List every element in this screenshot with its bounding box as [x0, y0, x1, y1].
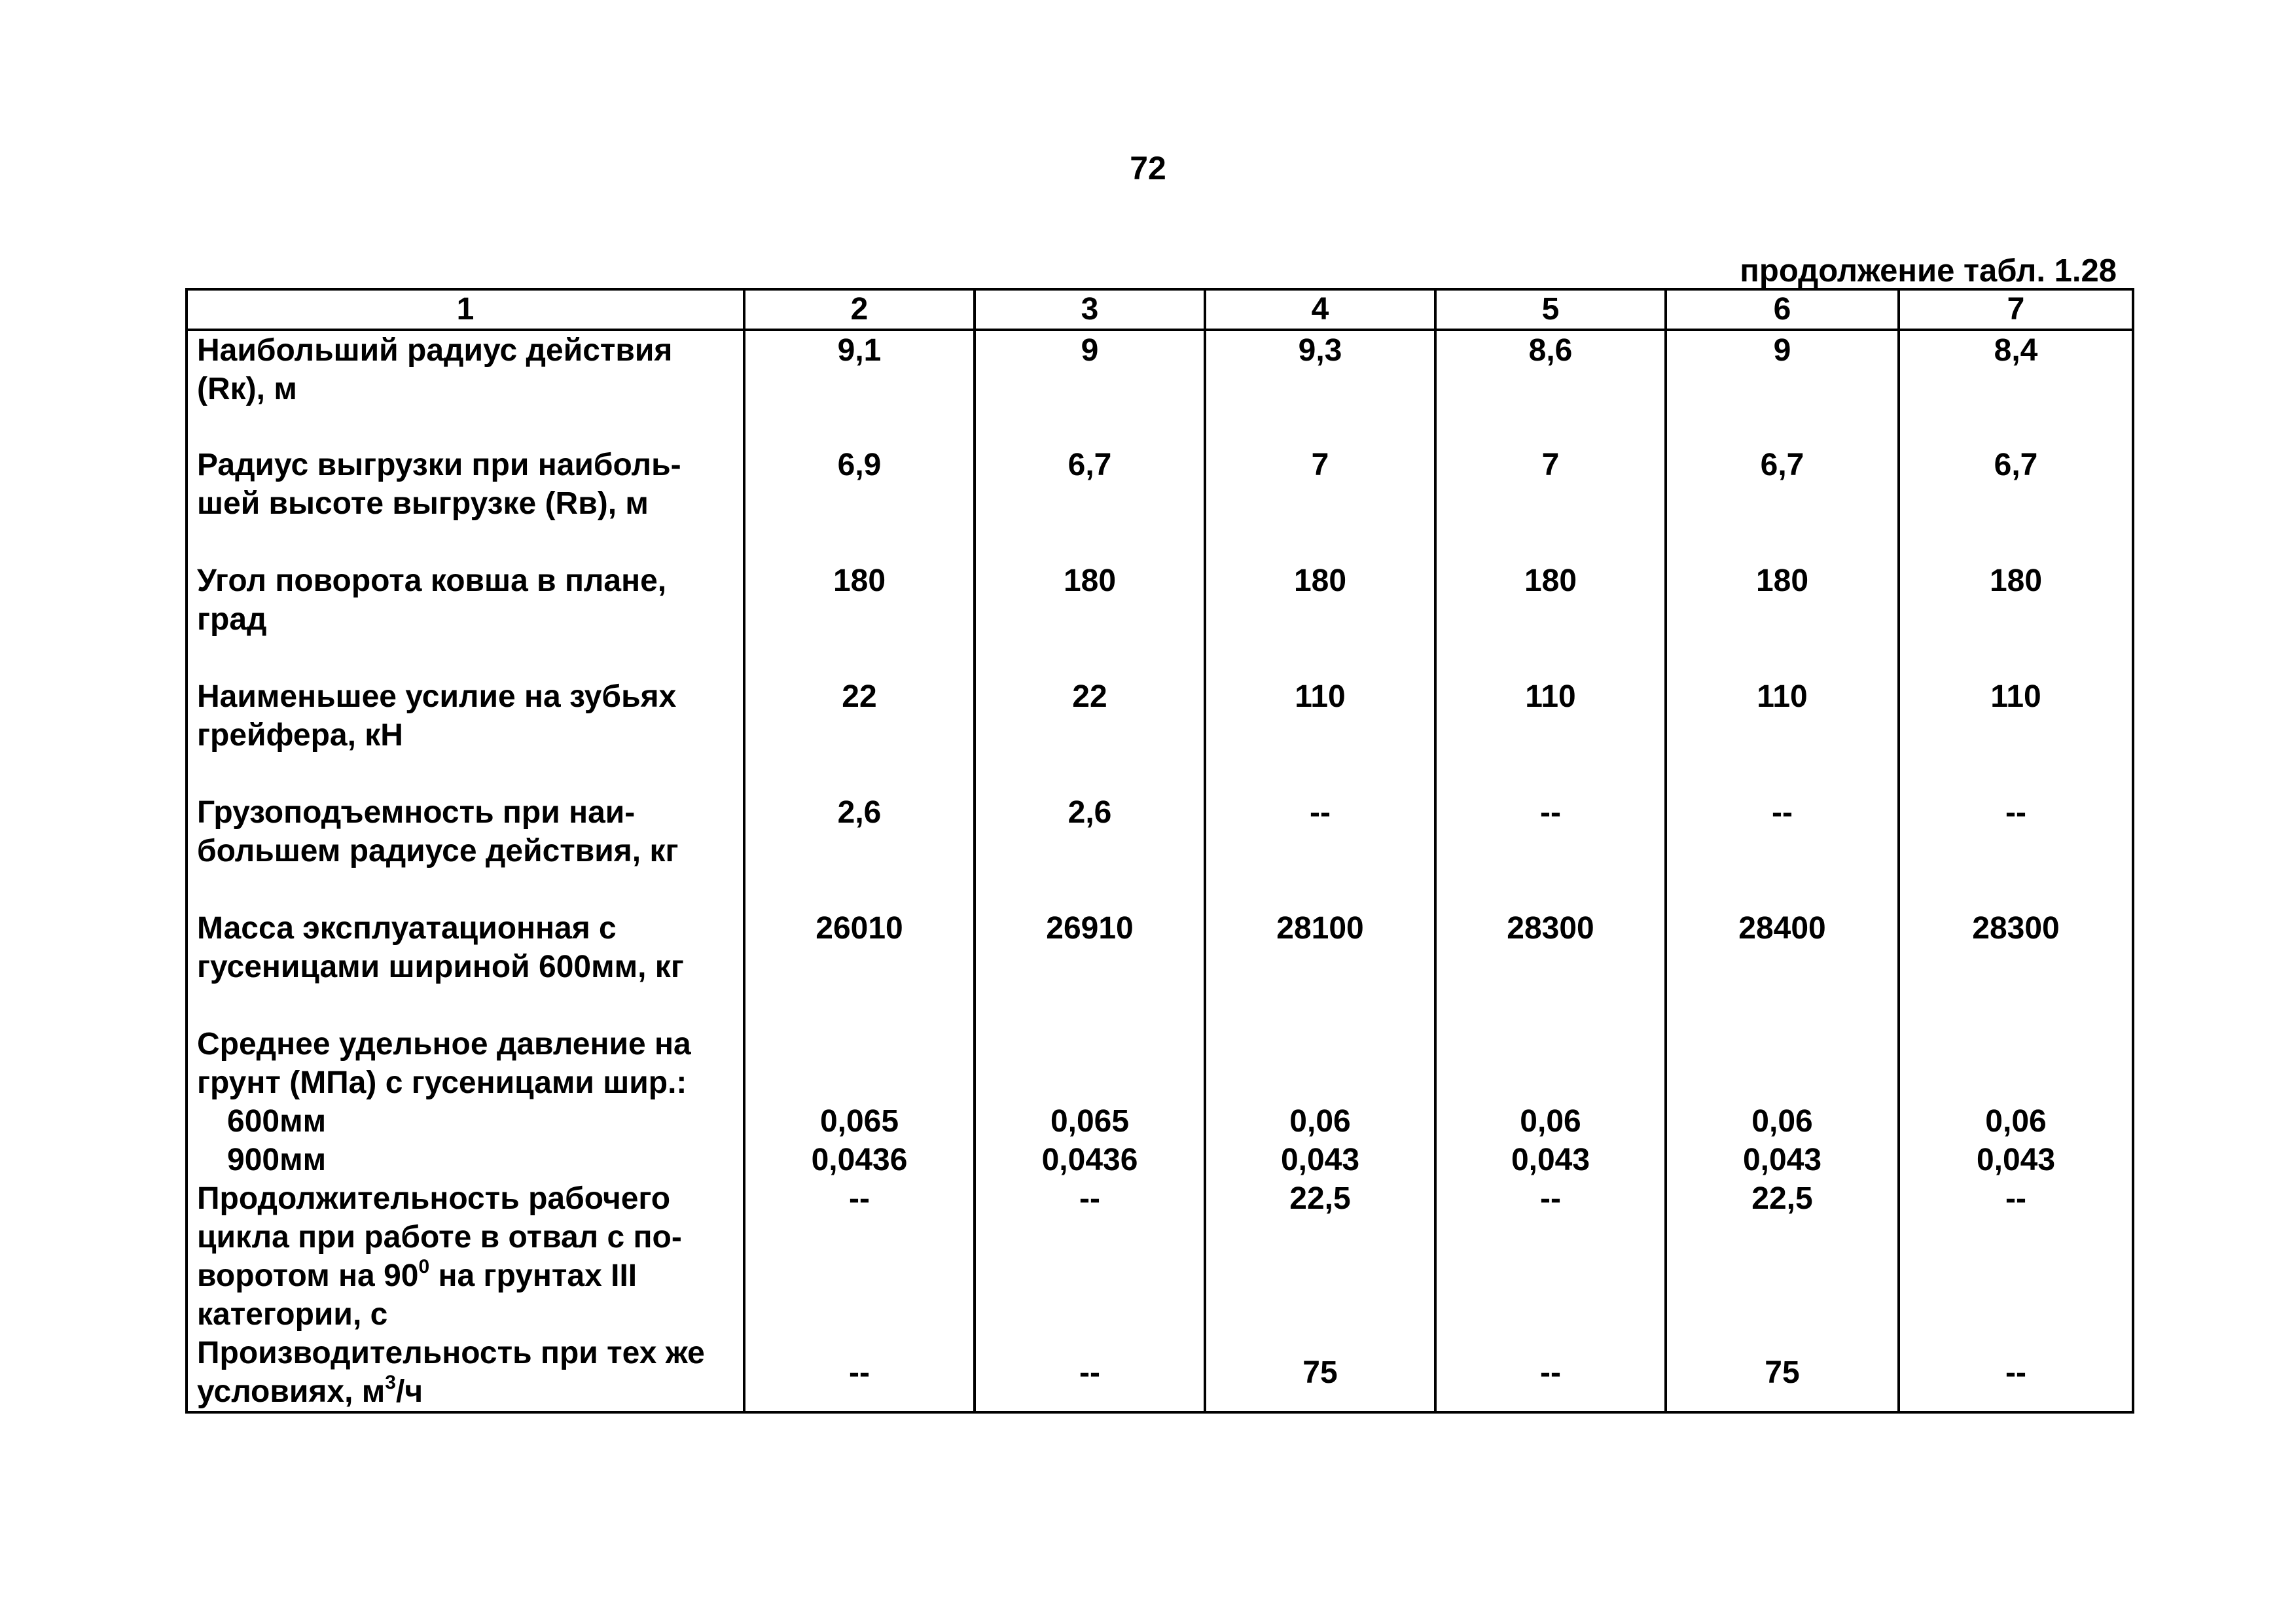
cell-value: 110 — [1205, 677, 1435, 793]
row-label: Наименьшее усилие на зубьях грейфера, кН — [187, 677, 744, 793]
degree-superscript: 0 — [418, 1256, 430, 1277]
cell-value: 0,06 0,043 — [1899, 1025, 2133, 1179]
table-row — [187, 793, 2133, 909]
cubic-superscript: 3 — [385, 1372, 396, 1393]
cell-value: 0,06 0,043 — [1666, 1025, 1899, 1179]
table-row — [187, 1334, 2133, 1412]
table-row — [187, 1179, 2133, 1334]
row-label: Масса эксплуатационная с гусеницами шириной 600мм, кг — [187, 909, 744, 1025]
cell-value: 180 — [975, 562, 1205, 677]
row-label: Продолжительность рабочего цикла при работе в отвал с по- воротом на $90^0$ на грунтах III категории, с — [187, 1179, 744, 1334]
table-row — [187, 677, 2133, 793]
cell-value: -- — [1899, 1179, 2133, 1334]
cell-value: -- — [1899, 1334, 2133, 1412]
column-header: 2 — [744, 289, 975, 330]
cell-value: -- — [744, 1179, 975, 1334]
cell-value: 110 — [1435, 677, 1666, 793]
row-label: Среднее удельное давление на грунт (МПа) с гусеницами шир.: 600мм 900мм — [187, 1025, 744, 1179]
cell-value: -- — [1899, 793, 2133, 909]
cell-value: 0,06 0,043 — [1435, 1025, 1666, 1179]
column-header: 7 — [1899, 289, 2133, 330]
table-row — [187, 330, 2133, 446]
cell-value: -- — [975, 1334, 1205, 1412]
cell-value: 6,7 — [1666, 446, 1899, 562]
cell-value: 180 — [1899, 562, 2133, 677]
cell-value: 110 — [1899, 677, 2133, 793]
cell-value: 7 — [1435, 446, 1666, 562]
sub-row-label: 600мм — [227, 1104, 327, 1139]
cell-value: 9,1 — [744, 330, 975, 446]
table-caption: продолжение табл. 1.28 — [1740, 253, 2117, 289]
cell-value: 28300 — [1435, 909, 1666, 1025]
row-label: Радиус выгрузки при наиболь- шей высоте выгрузке (Rв), м — [187, 446, 744, 562]
cell-value: 180 — [1205, 562, 1435, 677]
cell-value: 6,7 — [1899, 446, 2133, 562]
cell-value: -- — [744, 1334, 975, 1412]
cell-value: 28400 — [1666, 909, 1899, 1025]
cell-value: 22,5 — [1666, 1179, 1899, 1334]
cell-value: 28300 — [1899, 909, 2133, 1025]
column-header: 6 — [1666, 289, 1899, 330]
table-row — [187, 1025, 2133, 1179]
cell-value: 26910 — [975, 909, 1205, 1025]
row-label: Производительность при тех же условиях, $м^3/ч$ — [187, 1334, 744, 1412]
cell-value: -- — [1666, 793, 1899, 909]
row-label: Грузоподъемность при наи- большем радиусе действия, кг — [187, 793, 744, 909]
column-header: 3 — [975, 289, 1205, 330]
cell-value: 110 — [1666, 677, 1899, 793]
cell-value: 7 — [1205, 446, 1435, 562]
cell-value: 6,7 — [975, 446, 1205, 562]
cell-value: -- — [1435, 1334, 1666, 1412]
cell-value: 22,5 — [1205, 1179, 1435, 1334]
cell-value: 26010 — [744, 909, 975, 1025]
column-header: 5 — [1435, 289, 1666, 330]
cell-value: -- — [975, 1179, 1205, 1334]
page-number: 72 — [1130, 150, 1166, 187]
row-label: Угол поворота ковша в плане, град — [187, 562, 744, 677]
cell-value: 22 — [975, 677, 1205, 793]
sub-row-label: 900мм — [227, 1143, 327, 1177]
cell-value: 0,06 0,043 — [1205, 1025, 1435, 1179]
cell-value: 2,6 — [975, 793, 1205, 909]
cell-value: 180 — [1666, 562, 1899, 677]
cell-value: 0,065 0,0436 — [975, 1025, 1205, 1179]
cell-value: 6,9 — [744, 446, 975, 562]
table-row — [187, 446, 2133, 562]
cell-value: 75 — [1666, 1334, 1899, 1412]
cell-value: 2,6 — [744, 793, 975, 909]
column-number-row — [187, 289, 2133, 330]
table-row — [187, 909, 2133, 1025]
cell-value: -- — [1435, 1179, 1666, 1334]
cell-value: 0,065 0,0436 — [744, 1025, 975, 1179]
cell-value: 8,4 — [1899, 330, 2133, 446]
cell-value: 9 — [975, 330, 1205, 446]
cell-value: 180 — [1435, 562, 1666, 677]
cell-value: 75 — [1205, 1334, 1435, 1412]
specifications-table — [185, 288, 2134, 1414]
cell-value: 28100 — [1205, 909, 1435, 1025]
cell-value: 180 — [744, 562, 975, 677]
cell-value: 9 — [1666, 330, 1899, 446]
cell-value: -- — [1435, 793, 1666, 909]
cell-value: 22 — [744, 677, 975, 793]
row-label: Наибольший радиус действия (Rк), м — [187, 330, 744, 446]
column-header: 4 — [1205, 289, 1435, 330]
column-header: 1 — [187, 289, 744, 330]
table-row — [187, 562, 2133, 677]
cell-value: 9,3 — [1205, 330, 1435, 446]
cell-value: 8,6 — [1435, 330, 1666, 446]
cell-value: -- — [1205, 793, 1435, 909]
